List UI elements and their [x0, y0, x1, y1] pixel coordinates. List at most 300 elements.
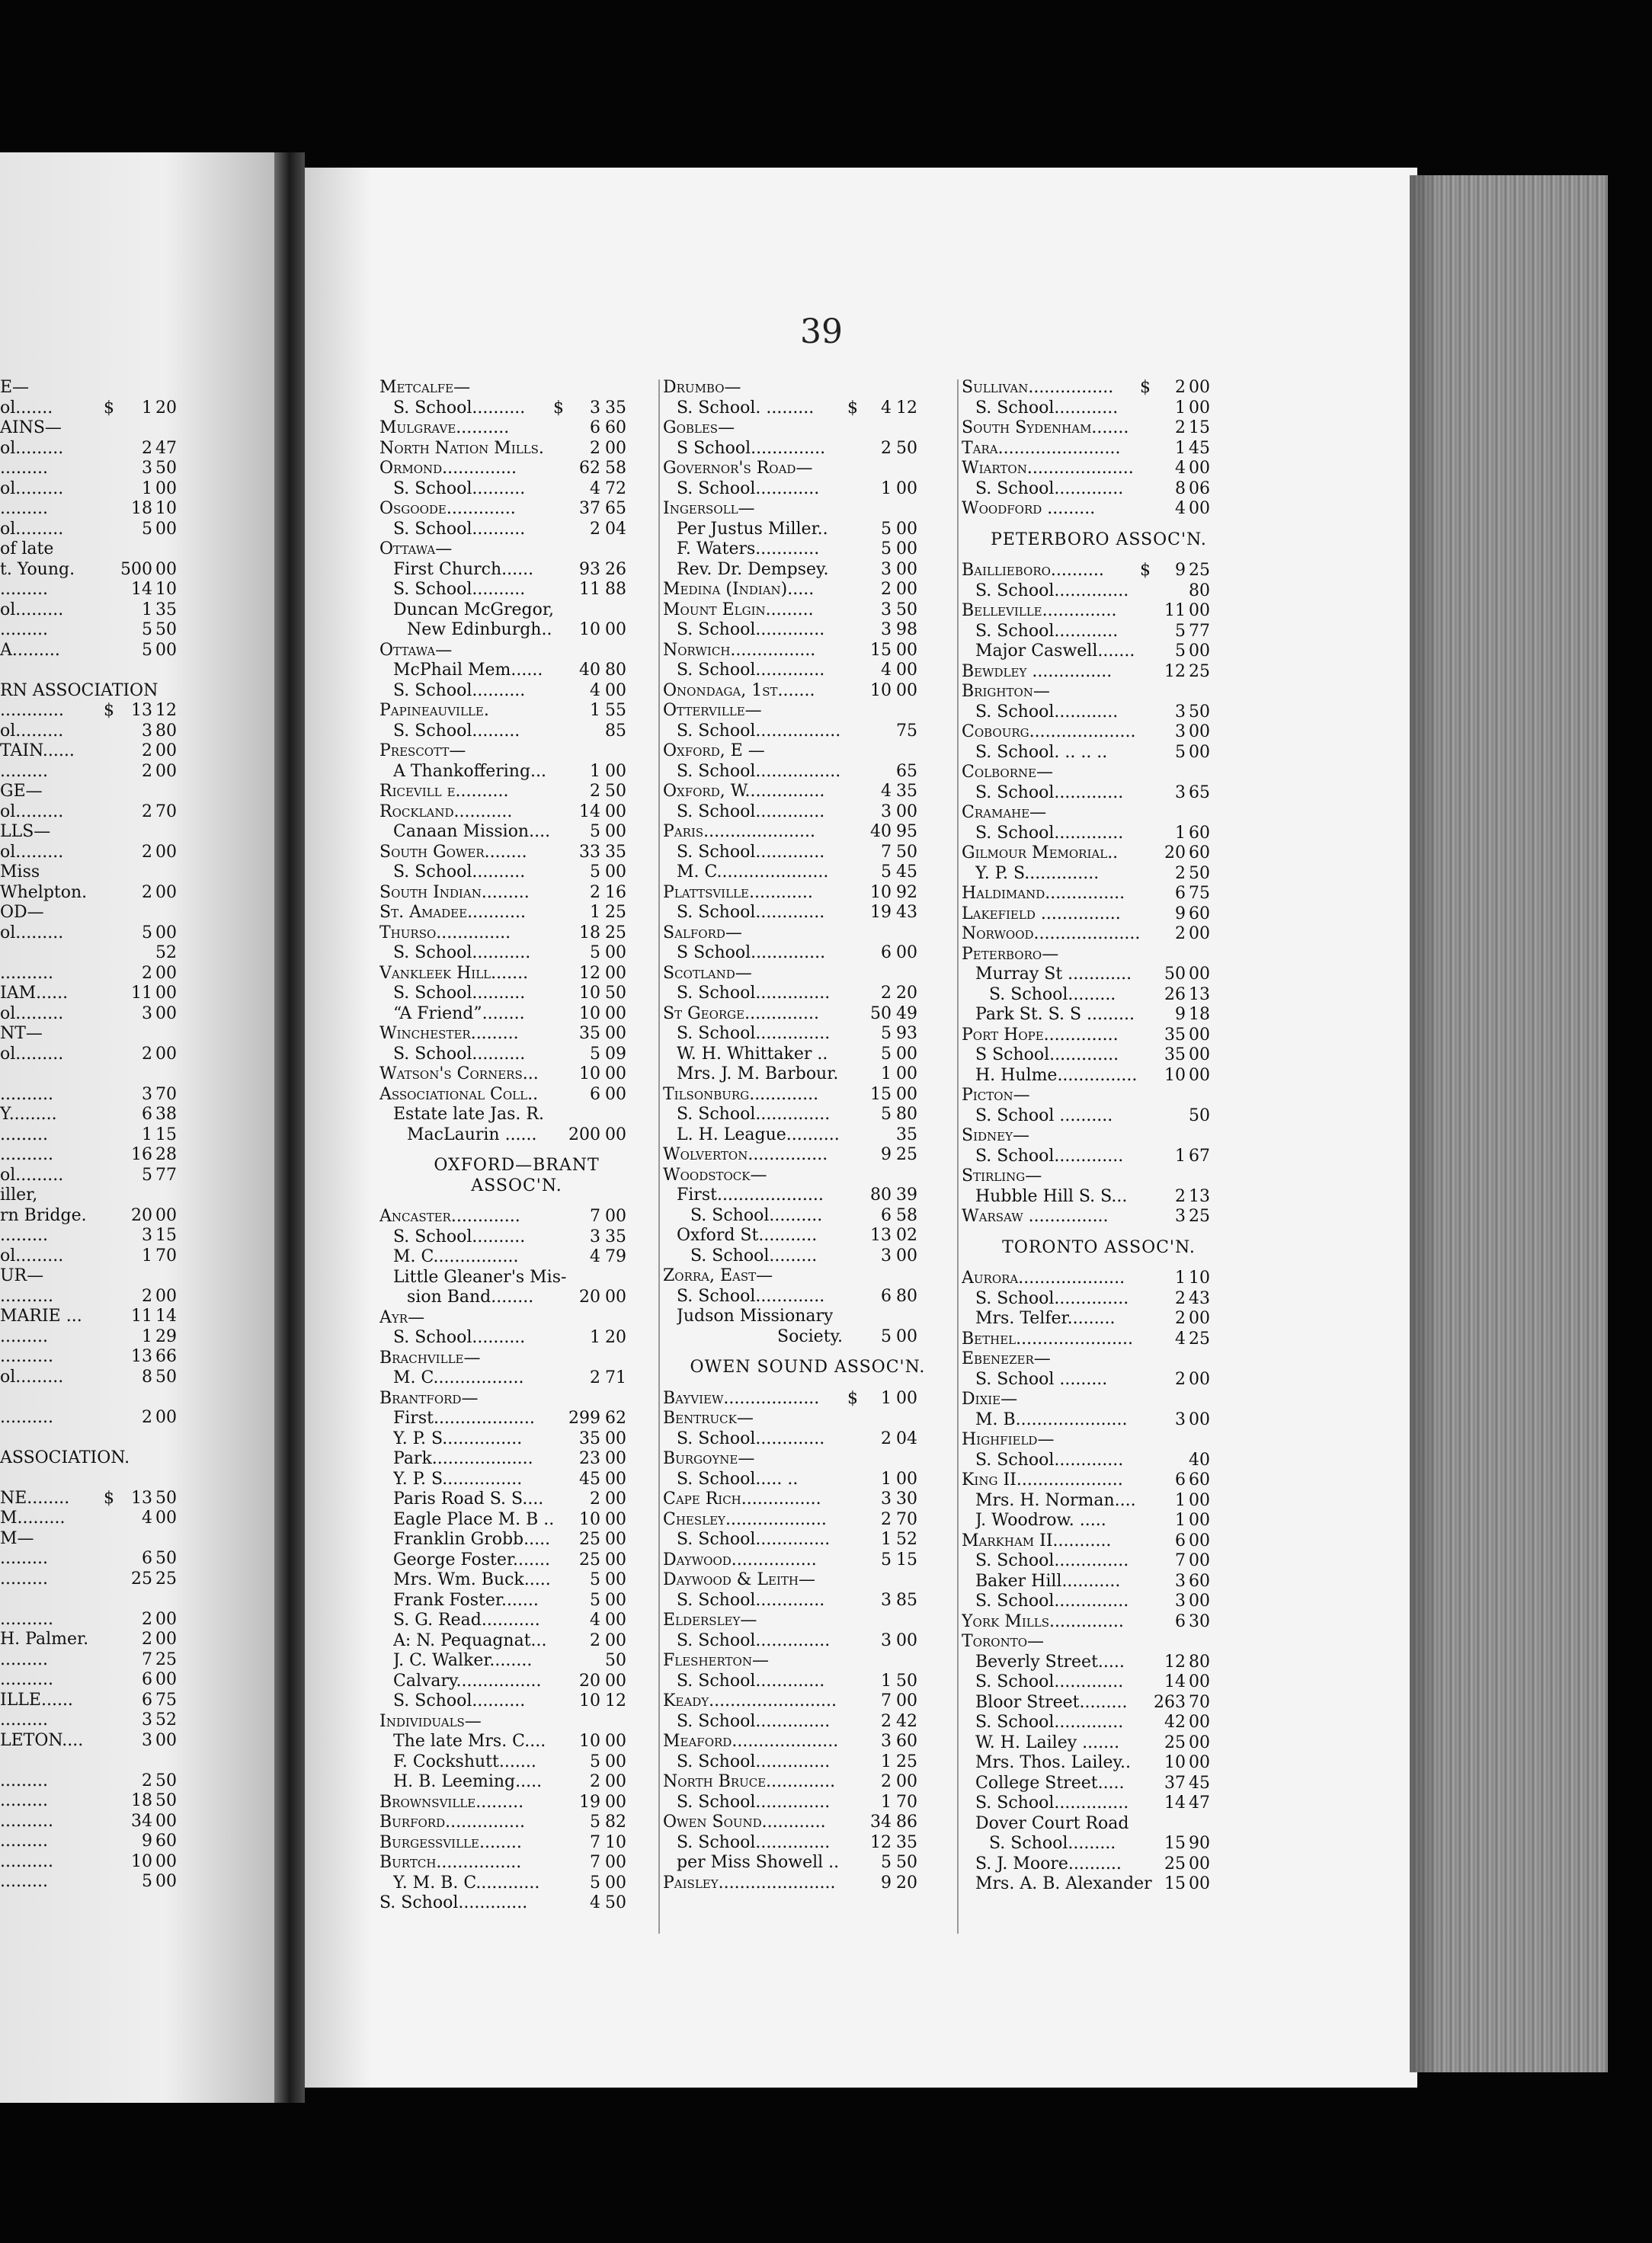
entry-label: W. H. Whittaker .. — [677, 1044, 828, 1064]
entry-label: Burtch................ — [379, 1853, 522, 1872]
entry-label: ......... — [0, 1549, 48, 1568]
amount-dollars: 3 — [1175, 1571, 1186, 1591]
amount-dollars: 1 — [1175, 1490, 1186, 1510]
ledger-row — [663, 722, 952, 742]
entry-label: S. School............. — [677, 661, 825, 680]
amount-cents: 20 — [155, 398, 177, 418]
ledger-row — [962, 622, 1236, 642]
entry-label: Mrs. Thos. Lailey.. — [975, 1753, 1131, 1772]
ledger-row — [0, 1125, 183, 1146]
amount-cents: 50 — [1189, 863, 1210, 883]
entry-label: S. School......... — [393, 721, 520, 741]
ledger-row — [0, 600, 183, 621]
ledger-row — [379, 1691, 654, 1712]
amount-cents: 38 — [155, 1105, 177, 1124]
amount-dollars: 10 — [579, 984, 600, 1003]
amount-cents: 00 — [605, 1125, 626, 1144]
amount-dollars: 13 — [870, 1226, 892, 1245]
amount-cents: 13 — [1189, 984, 1210, 1004]
amount-cents: 00 — [896, 1326, 917, 1346]
amount-cents: 50 — [155, 620, 177, 639]
amount-cents: 60 — [1189, 904, 1210, 923]
ledger-row — [663, 1064, 952, 1085]
ledger-row — [663, 1145, 952, 1166]
amount-dollars: 14 — [1164, 1672, 1186, 1691]
amount-dollars: 3 — [881, 1489, 892, 1509]
amount-cents: 00 — [605, 680, 626, 700]
section-heading — [962, 530, 1236, 551]
ledger-row — [379, 1712, 654, 1733]
amount-cents: 60 — [1189, 1470, 1210, 1489]
entry-label: sion Band........ — [407, 1288, 534, 1307]
entry-label: S. School.......... — [393, 1227, 526, 1246]
amount-cents: 60 — [155, 1832, 177, 1851]
amount-cents: 00 — [605, 1064, 626, 1083]
amount-dollars: 3 — [881, 1246, 892, 1265]
amount-dollars: 2 — [1175, 1369, 1186, 1389]
amount-dollars: 5 — [590, 1813, 600, 1832]
amount-cents: 00 — [1189, 1592, 1210, 1611]
amount-cents: 25 — [1189, 661, 1210, 681]
entry-label: S. School............. — [677, 903, 825, 922]
amount-dollars: 62 — [579, 459, 600, 478]
entry-label: S. School..... .. — [677, 1469, 799, 1489]
entry-label: S. School......... — [989, 984, 1116, 1004]
amount-dollars: 10 — [579, 1003, 600, 1023]
amount-dollars: 5 — [881, 1105, 892, 1124]
ledger-row — [663, 822, 952, 843]
ledger-row — [663, 1591, 952, 1611]
ledger-row — [0, 1589, 183, 1610]
ledger-row — [962, 418, 1236, 439]
amount-cents: 52 — [155, 1710, 177, 1729]
amount-dollars: 10 — [131, 1851, 152, 1871]
amount-dollars: 3 — [142, 1003, 152, 1023]
amount-dollars: 1 — [590, 701, 600, 720]
amount-dollars: 19 — [870, 903, 892, 922]
ledger-row — [0, 741, 183, 762]
ledger-row — [379, 782, 654, 802]
entry-label: ......... — [0, 1791, 48, 1810]
amount-cents: 00 — [155, 1509, 177, 1528]
ledger-row — [962, 642, 1236, 662]
amount-cents: 06 — [1189, 478, 1210, 498]
entry-label: Highfield— — [962, 1430, 1055, 1449]
amount-dollars: 2 — [881, 438, 892, 458]
ledger-row — [663, 1752, 952, 1773]
entry-label: Cape Rich............... — [663, 1489, 821, 1509]
amount-dollars: 8 — [1175, 478, 1186, 498]
amount-cents: 04 — [605, 519, 626, 539]
ledger-row — [0, 1327, 183, 1348]
amount-cents: 45 — [1189, 1773, 1210, 1793]
amount-dollars: 5 — [881, 1853, 892, 1872]
entry-label: S. School............. — [677, 1429, 825, 1448]
entry-label: .......... — [0, 1145, 53, 1164]
ledger-row — [0, 1105, 183, 1125]
amount-cents: 50 — [1189, 702, 1210, 722]
amount-dollars: 500 — [120, 559, 152, 579]
ledger-row — [0, 1368, 183, 1388]
amount-dollars: 4 — [1175, 499, 1186, 518]
amount-dollars: 33 — [579, 842, 600, 862]
ledger-row — [379, 1288, 654, 1308]
amount-dollars: 1 — [1175, 1511, 1186, 1530]
amount-dollars: 14 — [1164, 1793, 1186, 1813]
entry-label: S. School.......... — [393, 478, 526, 498]
entry-label: iller, — [0, 1185, 38, 1205]
amount-cents: 00 — [1189, 722, 1210, 741]
amount-cents: 50 — [896, 842, 917, 862]
ledger-row — [0, 1206, 183, 1227]
amount-dollars: 6 — [142, 1549, 152, 1568]
ledger-row — [379, 580, 654, 600]
amount-cents: 39 — [896, 1185, 917, 1205]
ledger-row — [962, 924, 1236, 945]
dollar-sign: $ — [104, 1488, 114, 1508]
ledger-row — [962, 1187, 1236, 1208]
amount-cents: 50 — [605, 782, 626, 801]
amount-cents: 00 — [1189, 1025, 1210, 1045]
entry-label: Bentruck— — [663, 1409, 754, 1428]
amount-cents: 45 — [1189, 438, 1210, 458]
amount-dollars: 4 — [1175, 459, 1186, 478]
entry-label: Meaford.................... — [663, 1732, 839, 1751]
entry-label: S. School............. — [677, 1590, 825, 1610]
amount-cents: 45 — [896, 862, 917, 882]
entry-label: ol......... — [0, 802, 64, 821]
amount-cents: 00 — [605, 1288, 626, 1307]
amount-dollars: 3 — [881, 802, 892, 821]
amount-dollars: 3 — [1175, 722, 1186, 741]
ledger-row — [962, 1470, 1236, 1491]
entry-label: Flesherton— — [663, 1651, 769, 1670]
entry-label: S. School............. — [975, 1713, 1124, 1732]
entry-label: Brownsville......... — [379, 1792, 524, 1812]
amount-dollars: 3 — [881, 620, 892, 639]
ledger-row — [379, 1873, 654, 1894]
ledger-row — [379, 1489, 654, 1510]
ledger-row — [379, 1328, 654, 1349]
entry-label: ASSOCIATION. — [0, 1448, 130, 1467]
entry-label: F. Cockshutt....... — [393, 1752, 536, 1771]
entry-label: M. B..................... — [975, 1409, 1128, 1429]
ledger-row — [663, 661, 952, 681]
amount-cents: 00 — [896, 519, 917, 539]
amount-dollars: 1 — [142, 1246, 152, 1265]
ledger-row — [663, 1327, 952, 1348]
amount-cents: 00 — [1189, 965, 1210, 984]
amount-cents: 00 — [896, 478, 917, 498]
ledger-row — [379, 722, 654, 742]
amount-cents: 49 — [896, 1003, 917, 1023]
entry-label: Mrs. H. Norman.... — [975, 1490, 1136, 1510]
amount-dollars: 35 — [579, 1429, 600, 1448]
entry-label: Miss — [0, 862, 40, 882]
section-gap — [663, 1378, 952, 1389]
dollar-sign: $ — [847, 398, 858, 418]
entry-label: .......... — [0, 1286, 53, 1306]
amount-cents: 00 — [1189, 459, 1210, 478]
entry-label: S. School............. — [677, 1286, 825, 1306]
entry-label: Y. P. S.............. — [975, 863, 1100, 883]
amount-dollars: 45 — [579, 1469, 600, 1489]
entry-label: S. School.............. — [975, 1288, 1129, 1308]
ledger-row — [0, 1751, 183, 1771]
entry-label: ......... — [0, 1326, 48, 1346]
amount-dollars: 3 — [142, 1710, 152, 1729]
entry-label: Tara....................... — [962, 438, 1121, 458]
amount-dollars: 5 — [590, 1873, 600, 1893]
amount-dollars: 7 — [590, 1853, 600, 1872]
ledger-row — [663, 1672, 952, 1692]
ledger-row — [962, 743, 1236, 763]
ledger-row — [663, 378, 952, 398]
amount-cents: 50 — [155, 1549, 177, 1568]
amount-cents: 86 — [896, 1813, 917, 1832]
ledger-row — [379, 1793, 654, 1813]
ledger-row — [663, 903, 952, 923]
ledger-row — [379, 741, 654, 762]
entry-label: Cramahe— — [962, 803, 1047, 822]
left-page-fragment — [0, 378, 183, 1893]
amount-cents: 00 — [1189, 499, 1210, 518]
entry-label: Society. — [777, 1326, 844, 1346]
entry-label: Zorra, East— — [663, 1266, 773, 1285]
amount-cents: 70 — [155, 802, 177, 821]
entry-label: Duncan McGregor, — [393, 600, 554, 619]
entry-label: First................... — [393, 1409, 535, 1428]
entry-label: ol......... — [0, 1246, 64, 1265]
amount-cents: 50 — [155, 1771, 177, 1790]
entry-label: S. School.............. — [677, 1711, 831, 1731]
ledger-row — [0, 843, 183, 863]
ledger-row — [962, 824, 1236, 844]
amount-dollars: 3 — [142, 1226, 152, 1245]
entry-label: ol......... — [0, 478, 64, 498]
ledger-row — [379, 499, 654, 520]
ledger-row — [663, 1226, 952, 1246]
ledger-row — [379, 1368, 654, 1389]
ledger-row — [663, 1651, 952, 1672]
amount-cents: 10 — [1189, 1269, 1210, 1288]
ledger-row — [379, 1611, 654, 1631]
amount-dollars: 12 — [870, 1832, 892, 1852]
ledger-row — [0, 1226, 183, 1246]
amount-cents: 00 — [1189, 378, 1210, 397]
ledger-row — [379, 459, 654, 479]
ledger-row — [379, 843, 654, 863]
entry-label: .......... — [0, 1084, 53, 1104]
ledger-row — [663, 701, 952, 722]
amount-cents: 00 — [155, 1286, 177, 1306]
amount-dollars: 2 — [142, 438, 152, 458]
entry-label: S. School.............. — [975, 1793, 1129, 1813]
entry-label: Norwich................ — [663, 640, 816, 660]
ledger-row — [0, 943, 183, 964]
amount-dollars: 1 — [142, 1125, 152, 1144]
entry-label: .......... — [0, 1851, 53, 1871]
amount-dollars: 2 — [590, 519, 600, 539]
entry-label: S. School.......... — [690, 1205, 823, 1225]
amount-cents: 14 — [155, 1307, 177, 1326]
entry-label: J. C. Walker........ — [393, 1651, 533, 1670]
entry-label: St. Amadee........... — [379, 903, 526, 922]
ledger-row — [962, 1207, 1236, 1227]
entry-label: S. School.......... — [393, 519, 526, 539]
entry-label: NT— — [0, 1024, 43, 1043]
entry-label: A: N. Pequagnat... — [393, 1630, 547, 1650]
amount-dollars: 14 — [131, 580, 152, 599]
amount-dollars: 2 — [1175, 1186, 1186, 1206]
ledger-row — [379, 1105, 654, 1125]
entry-label: S. School............. — [975, 478, 1124, 498]
amount-cents: 00 — [1189, 1854, 1210, 1873]
amount-cents: 00 — [896, 1044, 917, 1064]
entry-label: A......... — [0, 640, 60, 660]
amount-dollars: 12 — [1164, 1652, 1186, 1672]
entry-label: ol......... — [0, 721, 64, 741]
entry-label: Franklin Grobb..... — [393, 1530, 551, 1549]
ledger-row — [962, 561, 1236, 581]
ledger-row — [962, 783, 1236, 804]
amount-cents: 70 — [155, 1246, 177, 1265]
ledger-row — [663, 802, 952, 823]
amount-dollars: 4 — [590, 1893, 600, 1912]
ledger-row — [0, 479, 183, 500]
entry-label: S. School............. — [677, 802, 825, 821]
amount-dollars: 10 — [1164, 1753, 1186, 1772]
amount-dollars: 4 — [590, 1611, 600, 1630]
amount-dollars: 37 — [579, 499, 600, 518]
amount-cents: 00 — [155, 1851, 177, 1871]
amount-cents: 47 — [1189, 1793, 1210, 1813]
amount-dollars: 5 — [142, 519, 152, 539]
amount-dollars: 2 — [590, 1489, 600, 1509]
amount-cents: 00 — [605, 1873, 626, 1893]
amount-cents: 66 — [155, 1347, 177, 1366]
entry-label: ol......... — [0, 438, 64, 458]
entry-label: S. School.............. — [677, 1792, 831, 1812]
entry-label: S. School.............. — [677, 1752, 831, 1771]
amount-dollars: 2 — [142, 741, 152, 760]
ledger-row — [0, 560, 183, 581]
amount-dollars: 35 — [1164, 1045, 1186, 1064]
amount-dollars: 6 — [881, 1205, 892, 1225]
amount-cents: 92 — [896, 882, 917, 902]
amount-cents: 00 — [605, 1630, 626, 1650]
ledger-row — [663, 1793, 952, 1813]
entry-label: New Edinburgh.. — [407, 620, 552, 639]
entry-label: Eldersley— — [663, 1611, 757, 1630]
ledger-row — [0, 984, 183, 1004]
amount-cents: 35 — [155, 600, 177, 619]
ledger-row — [379, 1064, 654, 1085]
amount-dollars: 13 — [131, 701, 152, 720]
entry-label: Major Caswell....... — [975, 642, 1135, 661]
entry-label: S. School.............. — [677, 1832, 831, 1852]
amount-dollars: 4 — [1175, 1329, 1186, 1349]
book-gutter — [274, 152, 305, 2103]
column-rule — [957, 379, 959, 1934]
amount-dollars: 37 — [1164, 1773, 1186, 1793]
amount-cents: 00 — [155, 1407, 177, 1427]
amount-dollars: 200 — [568, 1125, 600, 1144]
ledger-row — [0, 762, 183, 782]
ledger-row — [663, 964, 952, 984]
entry-label: S. School............. — [975, 1672, 1124, 1691]
ledger-row — [379, 398, 654, 419]
amount-cents: 30 — [1189, 1611, 1210, 1631]
section-gap — [379, 1196, 654, 1207]
amount-cents: 25 — [155, 1569, 177, 1589]
amount-dollars: 1 — [142, 478, 152, 498]
ledger-row — [962, 763, 1236, 783]
ledger-row — [379, 1349, 654, 1369]
amount-cents: 00 — [896, 1064, 917, 1083]
ledger-row — [663, 762, 952, 782]
dollar-sign: $ — [1140, 561, 1151, 580]
amount-dollars: 5 — [590, 862, 600, 882]
amount-cents: 15 — [1189, 418, 1210, 437]
entry-label: Beverly Street..... — [975, 1652, 1125, 1672]
amount-dollars: 9 — [1175, 1005, 1186, 1024]
entry-label: MacLaurin ...... — [407, 1125, 537, 1144]
amount-cents: 00 — [155, 761, 177, 781]
amount-cents: 60 — [1189, 1571, 1210, 1591]
entry-label: S. School.............. — [975, 1592, 1129, 1611]
ledger-row — [663, 1510, 952, 1531]
ledger-row — [663, 1449, 952, 1470]
amount-dollars: 7 — [881, 842, 892, 862]
amount-cents: 42 — [896, 1711, 917, 1731]
entry-label: ol....... — [0, 398, 53, 418]
ledger-row — [663, 1266, 952, 1287]
amount-cents: 00 — [605, 943, 626, 962]
amount-dollars: 2 — [881, 1711, 892, 1731]
ledger-row — [663, 1105, 952, 1125]
entry-label: IAM...... — [0, 984, 69, 1003]
ledger-row — [962, 581, 1236, 602]
entry-label: Rockland........... — [379, 802, 513, 821]
entry-label: Baker Hill........... — [975, 1571, 1121, 1591]
entry-label: S. School............ — [677, 478, 820, 498]
amount-dollars: 2 — [881, 984, 892, 1003]
amount-dollars: 9 — [142, 1832, 152, 1851]
entry-label: M. C................ — [393, 1247, 519, 1266]
amount-dollars: 1 — [590, 903, 600, 922]
amount-cents: 70 — [896, 1792, 917, 1812]
entry-label: Owen Sound............ — [663, 1813, 826, 1832]
ledger-row — [0, 1004, 183, 1025]
amount-dollars: 9 — [1175, 904, 1186, 923]
amount-dollars: 5 — [142, 1872, 152, 1891]
amount-dollars: 80 — [870, 1185, 892, 1205]
amount-cents: 35 — [605, 842, 626, 862]
ledger-row — [379, 620, 654, 641]
ledger-row — [0, 1610, 183, 1630]
ledger-row — [962, 1269, 1236, 1289]
amount-cents: 00 — [1189, 742, 1210, 762]
page-number: 39 — [800, 312, 843, 351]
amount-dollars: 5 — [881, 539, 892, 558]
entry-label: Thurso.............. — [379, 923, 511, 942]
entry-label: M......... — [0, 1509, 66, 1528]
entry-label: Mount Elgin......... — [663, 600, 814, 619]
entry-label: Paris Road S. S.... — [393, 1489, 544, 1509]
ledger-row — [962, 1166, 1236, 1187]
amount-cents: 00 — [155, 1811, 177, 1831]
